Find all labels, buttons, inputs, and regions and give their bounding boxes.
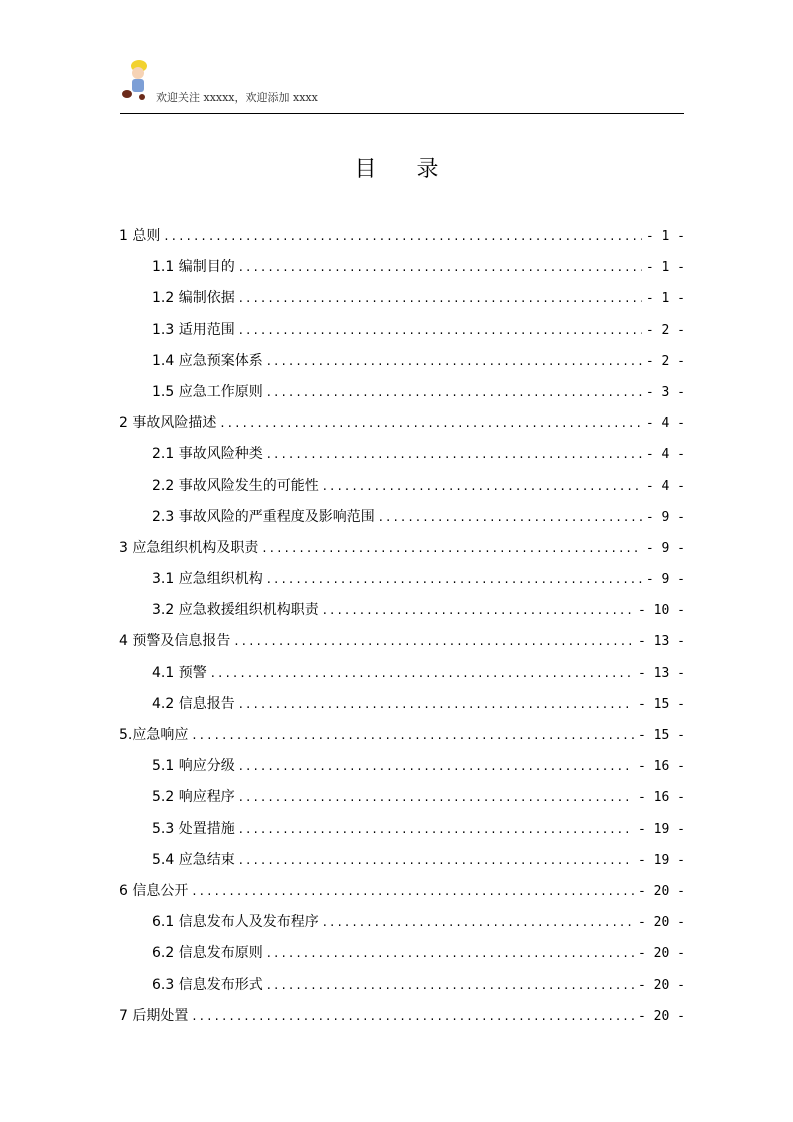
toc-entry-label: 3.1 应急组织机构	[152, 571, 263, 588]
dot-leader	[323, 477, 642, 497]
toc-page-number: - 1 -	[645, 229, 685, 244]
toc-entry-label: 1.4 应急预案体系	[152, 352, 263, 369]
toc-entry[interactable]	[119, 382, 685, 413]
toc-entry[interactable]	[119, 476, 685, 507]
toc-entry-label: 5.4 应急结束	[152, 851, 235, 868]
toc-entry-label: 5.2 响应程序	[152, 789, 235, 806]
toc-entry[interactable]	[119, 881, 685, 912]
dot-leader	[323, 913, 634, 933]
toc-entry[interactable]	[119, 756, 685, 787]
dot-leader	[379, 508, 642, 528]
dot-leader	[267, 570, 642, 590]
dot-leader	[239, 851, 634, 871]
toc-entry-label: 1.3 适用范围	[152, 321, 235, 338]
toc-entry[interactable]	[119, 943, 685, 974]
dot-leader	[192, 726, 634, 746]
toc-page-number: - 1 -	[645, 260, 685, 276]
dot-leader	[192, 882, 634, 902]
dot-leader	[267, 445, 642, 465]
toc-entry[interactable]	[119, 1006, 685, 1037]
toc-entry[interactable]	[119, 725, 685, 756]
toc-entry[interactable]	[119, 320, 685, 351]
toc-entry-label: 2.2 事故风险发生的可能性	[152, 477, 319, 494]
toc-entry[interactable]	[119, 787, 685, 818]
toc-page-number: - 1 -	[645, 291, 685, 307]
toc-page-number: - 16 -	[638, 790, 685, 806]
toc-page-number: - 19 -	[638, 852, 685, 868]
toc-entry[interactable]	[119, 257, 685, 288]
toc-page-number: - 19 -	[638, 821, 685, 837]
toc-entry-label: 4 预警及信息报告	[119, 633, 231, 650]
dot-leader	[267, 944, 634, 964]
toc-page-number: - 20 -	[638, 946, 685, 962]
dot-leader	[211, 664, 634, 684]
toc-page-number: - 4 -	[645, 447, 685, 463]
toc-entry[interactable]	[119, 975, 685, 1006]
toc-entry-label: 4.2 信息报告	[152, 695, 235, 712]
toc-entry-label: 7 后期处置	[119, 1007, 189, 1024]
toc-page-number: - 20 -	[638, 1008, 685, 1024]
toc-entry[interactable]	[119, 912, 685, 943]
table-of-contents	[119, 226, 685, 1037]
dot-leader	[267, 383, 642, 403]
toc-page-number: - 9 -	[645, 540, 685, 556]
toc-entry-label: 1.5 应急工作原则	[152, 383, 263, 400]
toc-entry[interactable]	[119, 631, 685, 662]
toc-entry-label: 5.应急响应	[119, 727, 189, 743]
toc-page-number: - 2 -	[645, 353, 685, 369]
toc-entry-label: 2.3 事故风险的严重程度及影响范围	[152, 508, 375, 525]
dot-leader	[220, 414, 642, 434]
page-title: 目录	[354, 157, 479, 182]
toc-entry-label: 6 信息公开	[119, 882, 189, 899]
toc-page-number: - 4 -	[645, 478, 685, 494]
dot-leader	[323, 601, 634, 621]
header-rule	[120, 113, 684, 114]
toc-page-number: - 2 -	[645, 322, 685, 338]
toc-entry-label: 3.2 应急救援组织机构职责	[152, 602, 319, 619]
toc-entry[interactable]	[119, 351, 685, 382]
toc-entry-label: 1.1 编制目的	[152, 259, 235, 276]
dot-leader	[239, 258, 642, 278]
toc-entry-label: 1.2 编制依据	[152, 290, 235, 307]
toc-entry-label: 1 总则	[119, 228, 161, 244]
toc-entry[interactable]	[119, 850, 685, 881]
toc-entry-label: 6.3 信息发布形式	[152, 976, 263, 993]
toc-entry[interactable]	[119, 226, 685, 257]
dot-leader	[267, 976, 634, 996]
toc-page-number: - 3 -	[645, 384, 685, 400]
toc-page-number: - 16 -	[638, 759, 685, 775]
toc-entry[interactable]	[119, 413, 685, 444]
toc-entry-label: 2.1 事故风险种类	[152, 446, 263, 463]
toc-entry[interactable]	[119, 600, 685, 631]
dot-leader	[239, 695, 634, 715]
toc-entry[interactable]	[119, 538, 685, 569]
dot-leader	[192, 1007, 634, 1027]
dot-leader	[239, 757, 634, 777]
toc-page-number: - 4 -	[645, 416, 685, 432]
toc-entry-label: 6.2 信息发布原则	[152, 945, 263, 962]
toc-entry[interactable]	[119, 663, 685, 694]
toc-entry[interactable]	[119, 444, 685, 475]
worker-mascot-icon	[120, 58, 156, 100]
dot-leader	[239, 289, 642, 309]
toc-entry[interactable]	[119, 569, 685, 600]
toc-page-number: - 13 -	[638, 634, 685, 650]
toc-entry-label: 4.1 预警	[152, 664, 207, 681]
toc-entry-label: 2 事故风险描述	[119, 415, 217, 432]
dot-leader	[239, 321, 642, 341]
dot-leader	[267, 352, 642, 372]
toc-entry[interactable]	[119, 288, 685, 319]
toc-entry-label: 3 应急组织机构及职责	[119, 539, 259, 556]
dot-leader	[164, 227, 642, 247]
dot-leader	[239, 820, 634, 840]
toc-entry-label: 6.1 信息发布人及发布程序	[152, 914, 319, 931]
toc-entry[interactable]	[119, 694, 685, 725]
toc-page-number: - 13 -	[638, 665, 685, 681]
toc-entry-label: 5.3 处置措施	[152, 820, 235, 837]
toc-page-number: - 9 -	[645, 572, 685, 588]
toc-page-number: - 15 -	[638, 728, 685, 743]
toc-page-number: - 9 -	[645, 509, 685, 525]
toc-entry-label: 5.1 响应分级	[152, 758, 235, 775]
toc-entry[interactable]	[119, 819, 685, 850]
dot-leader	[239, 788, 634, 808]
toc-page-number: - 20 -	[638, 915, 685, 931]
dot-leader	[234, 632, 634, 652]
toc-page-number: - 15 -	[638, 696, 685, 712]
header-text: 欢迎关注 xxxxx，欢迎添加 xxxx	[156, 91, 318, 104]
toc-page-number: - 10 -	[638, 603, 685, 619]
dot-leader	[262, 539, 642, 559]
toc-entry[interactable]	[119, 507, 685, 538]
toc-page-number: - 20 -	[638, 883, 685, 899]
toc-page-number: - 20 -	[638, 977, 685, 993]
